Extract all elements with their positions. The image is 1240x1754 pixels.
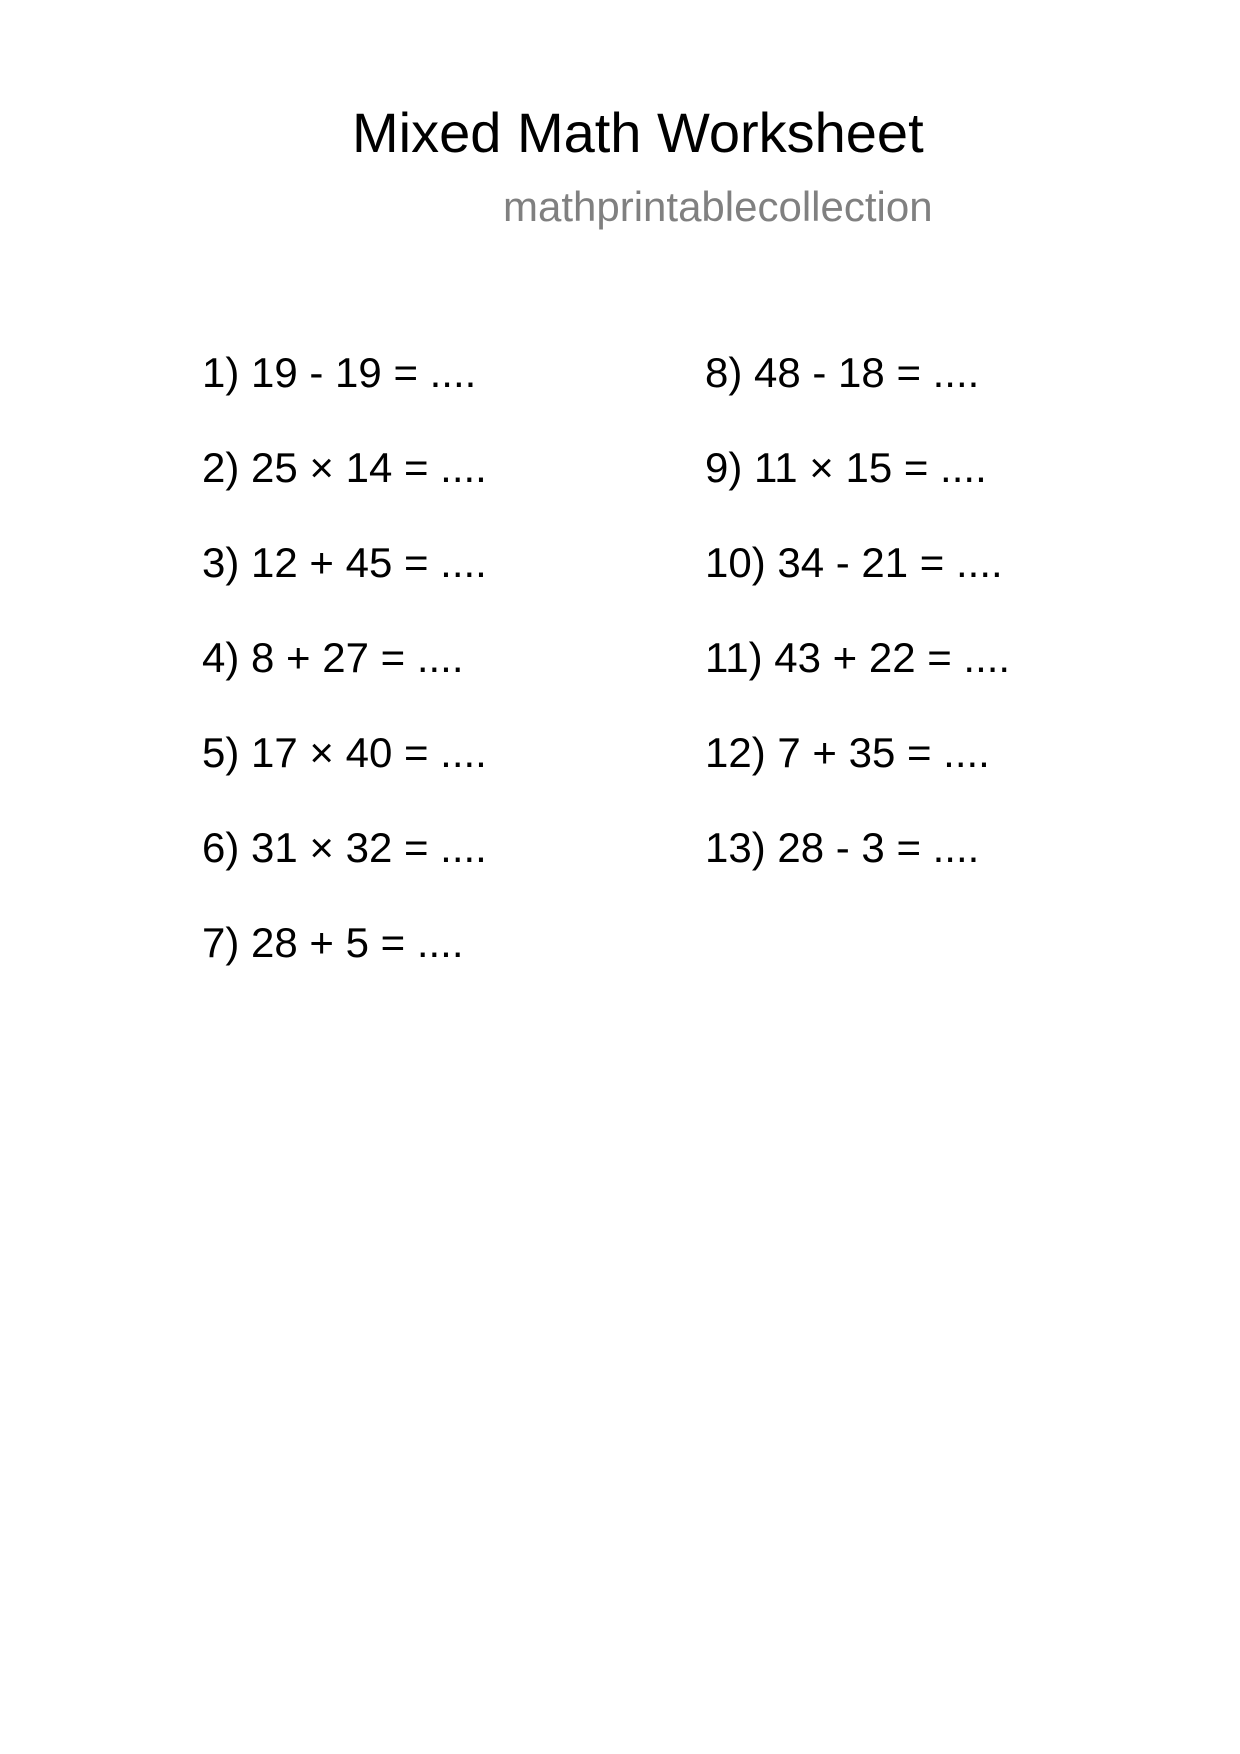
problem-3: 3) 12 + 45 = .... (202, 539, 487, 586)
problem-12: 12) 7 + 35 = .... (705, 729, 990, 776)
problems-column-left (202, 348, 487, 1013)
problem-6: 6) 31 × 32 = .... (202, 824, 487, 871)
problem-13: 13) 28 - 3 = .... (705, 824, 980, 871)
worksheet-title: Mixed Math Worksheet (352, 101, 924, 164)
problems-column-right (705, 348, 1010, 918)
problem-8: 8) 48 - 18 = .... (705, 349, 980, 396)
problem-1: 1) 19 - 19 = .... (202, 349, 477, 396)
problem-5: 5) 17 × 40 = .... (202, 729, 487, 776)
problem-11: 11) 43 + 22 = .... (705, 634, 1011, 681)
problem-2: 2) 25 × 14 = .... (202, 444, 487, 491)
problem-7: 7) 28 + 5 = .... (202, 919, 464, 966)
problem-4: 4) 8 + 27 = .... (202, 634, 464, 681)
problem-10: 10) 34 - 21 = .... (705, 539, 1003, 586)
worksheet-source: mathprintablecollection (503, 183, 933, 230)
problem-9: 9) 11 × 15 = .... (705, 444, 987, 491)
